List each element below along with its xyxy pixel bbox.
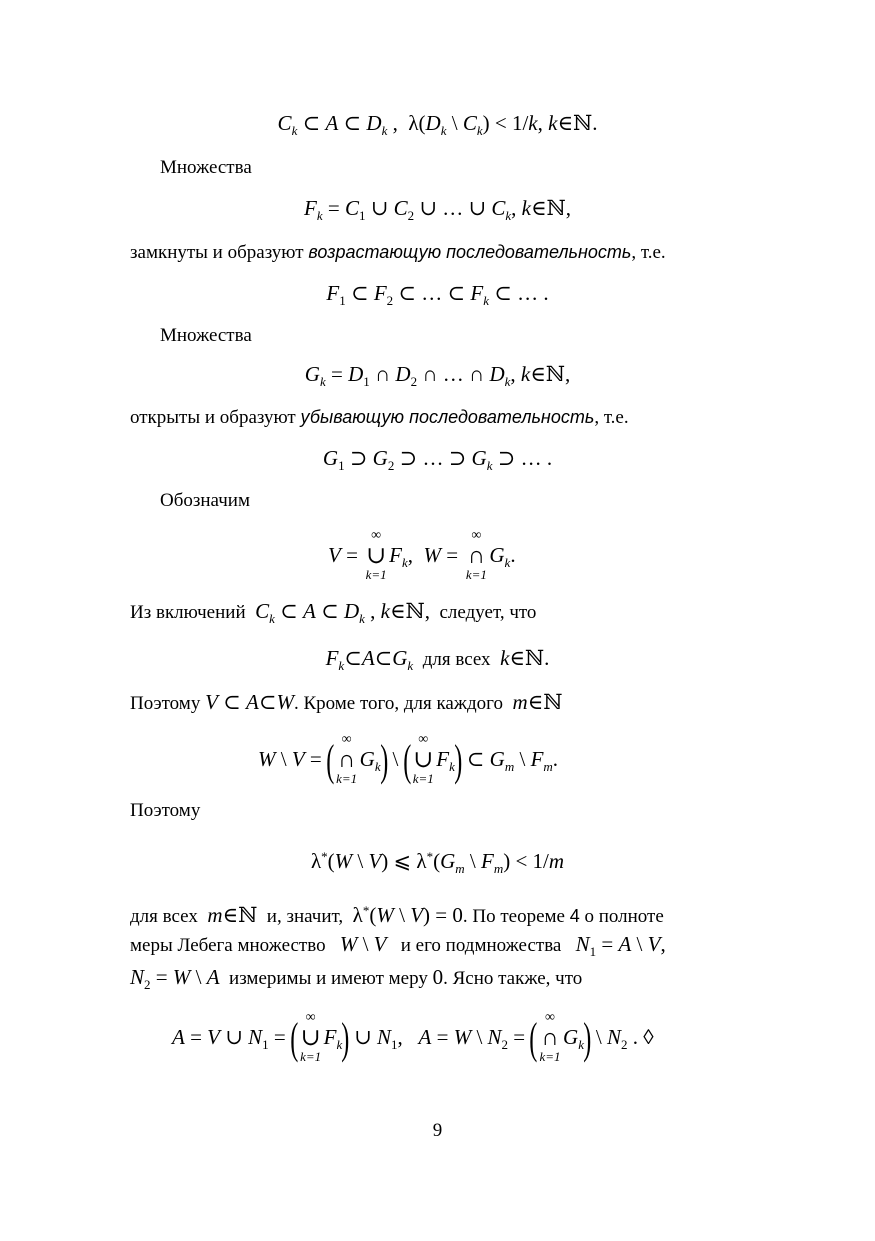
- formula-gk: $G_k = D_1$ ∩ $D_2$ ∩ … ∩ $D_k$, k∈ℕ,: [304, 362, 571, 389]
- formula-v-w-definition: V = ∞ ∪ k=1 $F_k$, W = ∞ ∩ k=1 $G_k$.: [328, 528, 516, 583]
- formula-f-increasing: $F_1$ ⊂ $F_2$ ⊂ … ⊂ $F_k$ ⊂ … .: [326, 281, 549, 308]
- page-number: 9: [432, 1120, 443, 1141]
- paragraph-poetomu-1: Поэтому V ⊂ A⊂W. Кроме того, для каждого m∈ℕ: [130, 690, 563, 714]
- label-mnozhestva-2: Множества: [160, 325, 252, 346]
- paragraph-otkryty: открыты и образуют убывающую последовательность, т.е.: [130, 407, 629, 428]
- paragraph-dlya-vseh-m: для всех m∈ℕ и, значит, λ*(W \ V) = 0. По теореме 4 о полноте: [130, 903, 664, 927]
- formula-ck-a-dk: $C_k$ ⊂ A ⊂ $D_k$ , $\lambda(D_k$ \ $C_k) < 1/k$, k∈ℕ.: [277, 111, 598, 138]
- formula-outer-measure-bound: λ*(W \ V) ⩽ $\lambda^*(G_m$ \ $F_m) < 1/m$: [310, 849, 565, 876]
- paragraph-n2-izmerimy: $N_2 = W$ \ A измеримы и имеют меру 0. Ясно также, что: [130, 965, 583, 992]
- formula-fk: $F_k = C_1$ ∪ $C_2$ ∪ … ∪ $C_k$, k∈ℕ,: [304, 196, 571, 223]
- label-poetomu-2: Поэтому: [130, 800, 201, 821]
- formula-w-minus-v: W \ V = ( ∞ ∩ k=1 $G_k$) \ ( ∞ ∪ k=1 $F_k$) ⊂ $G_m$ \ $F_m$.: [258, 732, 559, 787]
- label-oboznachim: Обозначим: [160, 490, 250, 511]
- formula-g-decreasing: $G_1$ ⊃ $G_2$ ⊃ … ⊃ $G_k$ ⊃ … .: [322, 446, 553, 473]
- label-mnozhestva-1: Множества: [160, 157, 252, 178]
- paragraph-iz-vklyucheniy: Из включений $C_k$ ⊂ A ⊂ $D_k$ , k∈ℕ, следует, что: [130, 599, 537, 626]
- formula-fk-a-gk: $F_k\subset A\subset G_k$ для всех k∈ℕ.: [325, 646, 550, 673]
- paragraph-mery-lebega: меры Лебега множество W \ V и его подмножества $N_1 = A$ \ V,: [130, 932, 666, 959]
- paragraph-zamknuty: замкнуты и образуют возрастающую последовательность, т.е.: [130, 242, 666, 263]
- formula-a-representation: A = V ∪ $N_1$ = ( ∞ ∪ k=1 $F_k$) ∪ $N_1$, A = W \ $N_2$ = ( ∞ ∩ k=1 $G_k$) \ $N_2$ . ◊: [172, 1010, 654, 1065]
